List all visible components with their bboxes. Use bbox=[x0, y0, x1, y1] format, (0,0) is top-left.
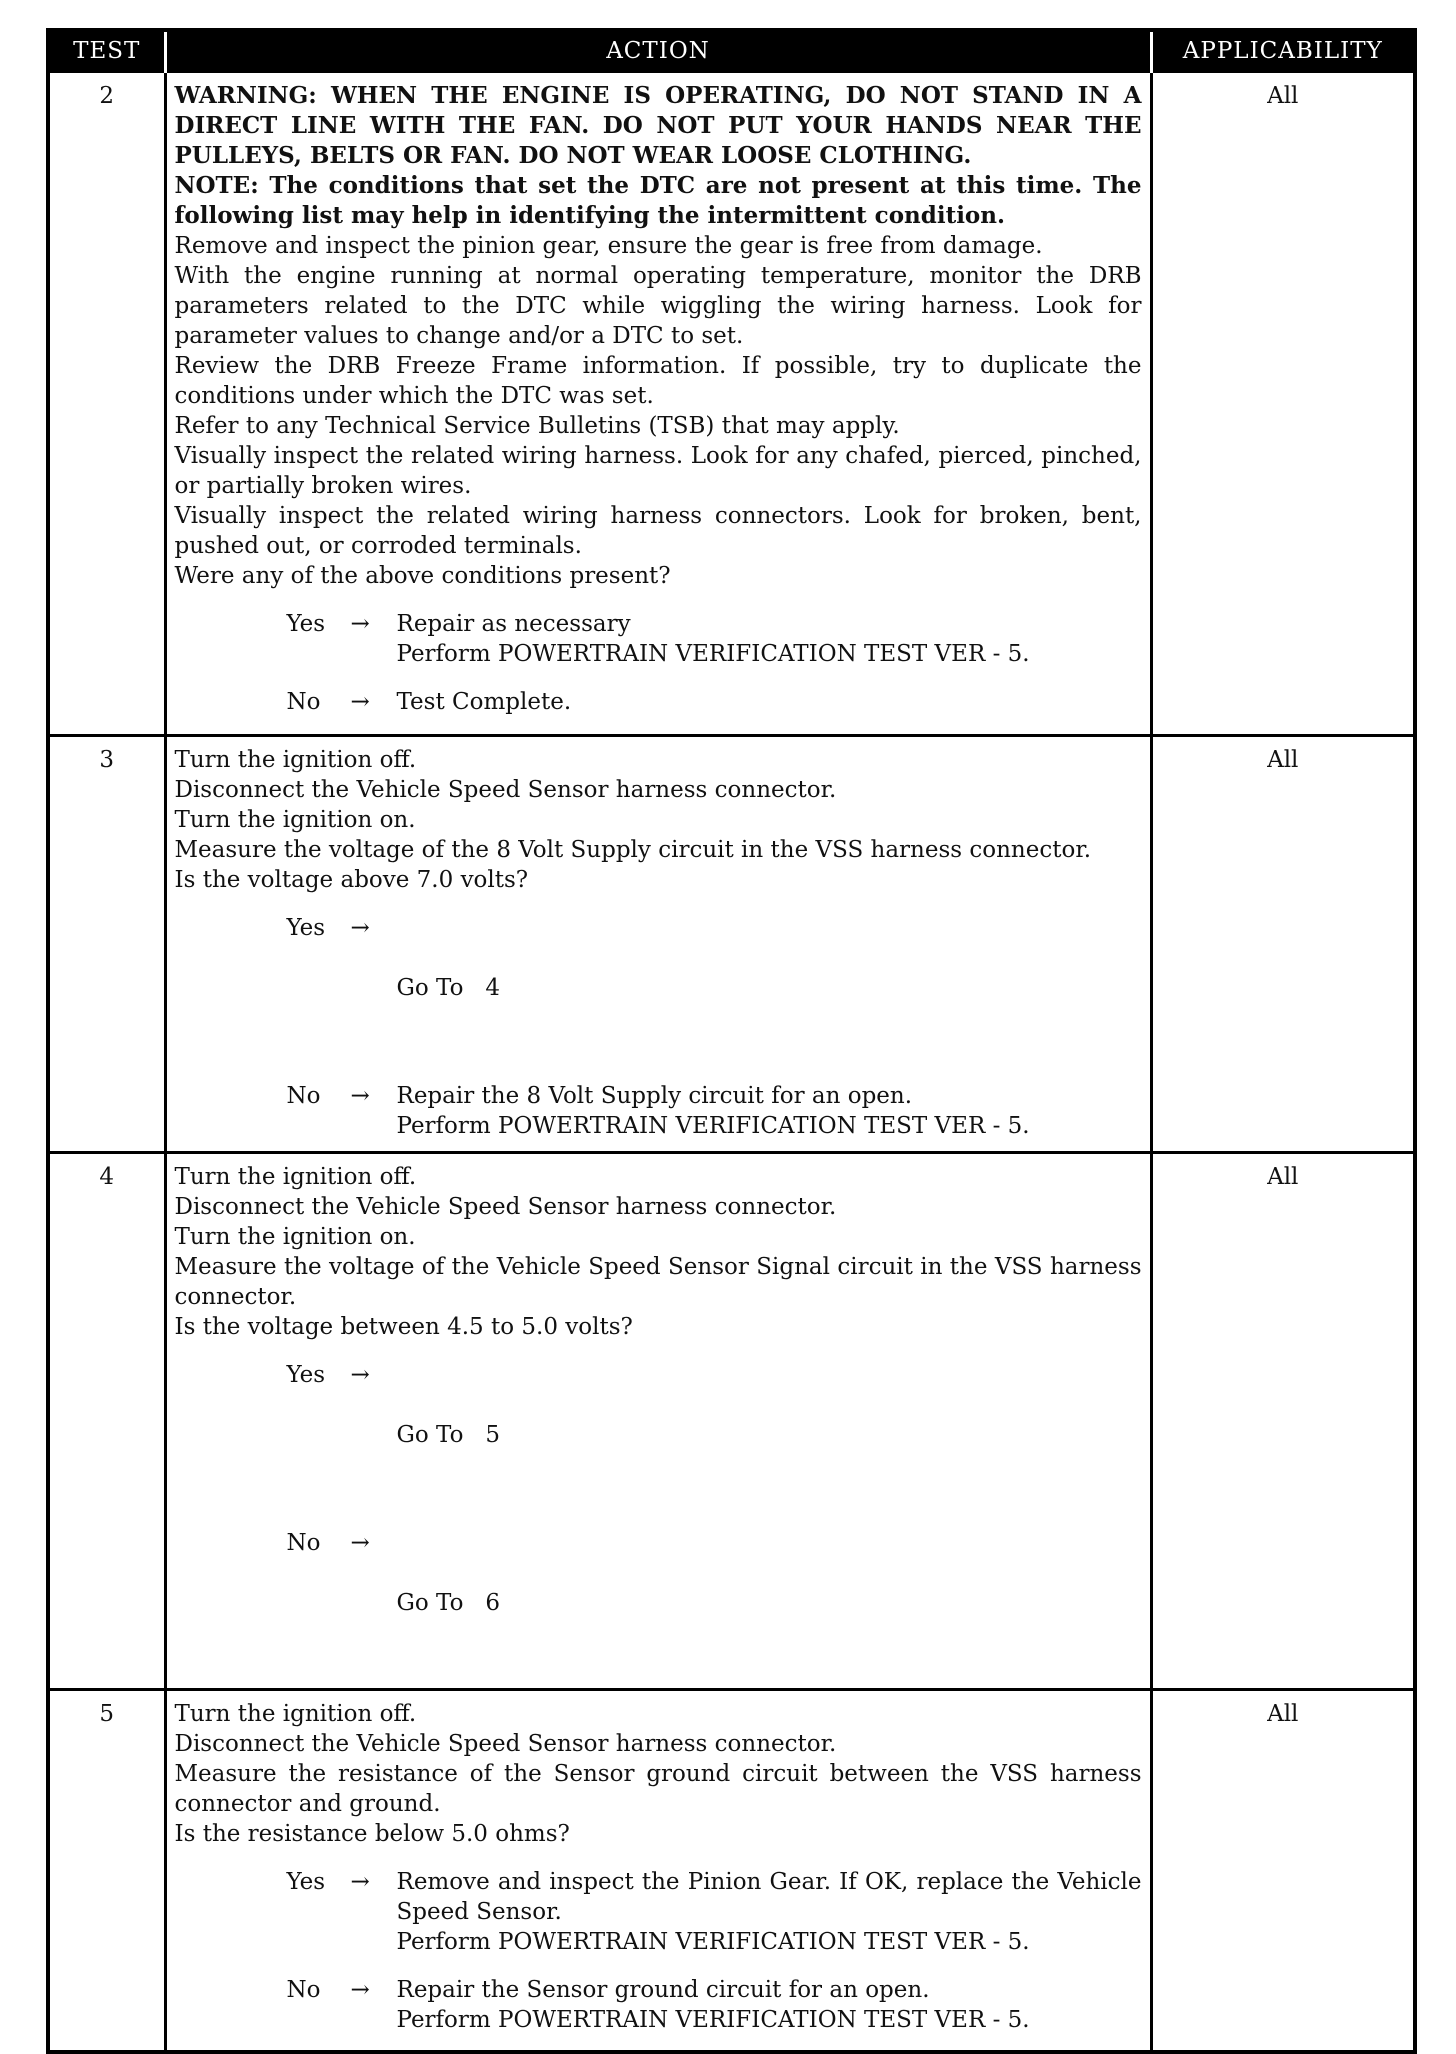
no-label: No bbox=[286, 1977, 321, 2003]
step-text: Turn the ignition on. bbox=[174, 1224, 416, 1250]
question-text: Is the voltage between 4.5 to 5.0 volts? bbox=[174, 1314, 633, 1340]
note-text: NOTE: The conditions that set the DTC are not present at this time. The following list may help in identifying the intermittent condition. bbox=[174, 172, 1142, 229]
arrow-right-icon: → bbox=[350, 1869, 370, 1895]
result-line: Go To 5 bbox=[396, 1422, 500, 1448]
yes-result bbox=[397, 913, 1142, 1063]
yes-option bbox=[175, 609, 1142, 669]
arrow-right-icon: → bbox=[350, 1977, 370, 2003]
test-number: 5 bbox=[48, 1690, 165, 2052]
action-cell bbox=[165, 736, 1151, 1153]
yes-label: Yes bbox=[286, 1362, 326, 1388]
no-result bbox=[397, 1975, 1142, 2035]
applicability-value: All bbox=[1151, 72, 1415, 736]
yes-label: Yes bbox=[286, 1869, 326, 1895]
applicability-value: All bbox=[1151, 1153, 1415, 1690]
action-cell bbox=[165, 72, 1151, 736]
result-line: Test Complete. bbox=[396, 689, 572, 715]
no-option bbox=[175, 687, 1142, 717]
answer-options bbox=[175, 913, 1142, 1141]
no-option bbox=[175, 1975, 1142, 2035]
arrow-right-icon: → bbox=[350, 915, 370, 941]
step-text: Disconnect the Vehicle Speed Sensor harness connector. bbox=[174, 1194, 837, 1220]
step-text: Remove and inspect the pinion gear, ensure the gear is free from damage. bbox=[174, 233, 1043, 259]
step-text: Measure the voltage of the 8 Volt Supply circuit in the VSS harness connector. bbox=[174, 837, 1092, 863]
step-text: Turn the ignition on. bbox=[174, 807, 416, 833]
yes-option bbox=[175, 1360, 1142, 1510]
arrow-right-icon: → bbox=[350, 689, 370, 715]
header-row bbox=[48, 30, 1415, 72]
arrow-right-icon: → bbox=[350, 1362, 370, 1388]
yes-result bbox=[397, 1360, 1142, 1510]
test-number: 3 bbox=[48, 736, 165, 1153]
arrow-right-icon: → bbox=[350, 611, 370, 637]
step-text: Measure the voltage of the Vehicle Speed Sensor Signal circuit in the VSS harness connector. bbox=[174, 1254, 1142, 1310]
no-label: No bbox=[286, 1083, 321, 1109]
result-line: Repair the Sensor ground circuit for an open. bbox=[396, 1977, 930, 2003]
header-test: TEST bbox=[48, 30, 165, 72]
applicability-value: All bbox=[1151, 736, 1415, 1153]
answer-options bbox=[175, 1867, 1142, 2035]
no-label: No bbox=[286, 1530, 321, 1556]
table-row-test-4 bbox=[48, 1153, 1415, 1690]
action-cell bbox=[165, 1153, 1151, 1690]
result-line: Remove and inspect the Pinion Gear. If OK, replace the Vehicle Speed Sensor. bbox=[396, 1869, 1142, 1925]
yes-result bbox=[397, 609, 1142, 669]
warning-text: WARNING: WHEN THE ENGINE IS OPERATING, DO NOT STAND IN A DIRECT LINE WITH THE FAN. DO NOT PUT YOUR HANDS NEAR THE PULLEYS, BELTS OR FAN. DO NOT WEAR LOOSE CLOTHING. bbox=[174, 82, 1142, 169]
test-number: 4 bbox=[48, 1153, 165, 1690]
test-number: 2 bbox=[48, 72, 165, 736]
step-text: Review the DRB Freeze Frame information. If possible, try to duplicate the conditions under which the DTC was set. bbox=[174, 353, 1142, 409]
step-text: Turn the ignition off. bbox=[174, 747, 417, 773]
no-option bbox=[175, 1081, 1142, 1141]
question-text: Were any of the above conditions present? bbox=[174, 563, 671, 589]
result-line: Go To 4 bbox=[396, 975, 500, 1001]
table-row-test-5 bbox=[48, 1690, 1415, 2052]
yes-label: Yes bbox=[286, 611, 326, 637]
step-text: Measure the resistance of the Sensor ground circuit between the VSS harness connector and ground. bbox=[174, 1761, 1142, 1817]
no-result bbox=[397, 687, 1142, 717]
result-line: Repair the 8 Volt Supply circuit for an open. bbox=[396, 1083, 913, 1109]
table-row-test-3 bbox=[48, 736, 1415, 1153]
no-result bbox=[397, 1528, 1142, 1678]
arrow-right-icon: → bbox=[350, 1083, 370, 1109]
step-text: Visually inspect the related wiring harness. Look for any chafed, pierced, pinched, or partially broken wires. bbox=[174, 443, 1142, 499]
question-text: Is the resistance below 5.0 ohms? bbox=[174, 1821, 570, 1847]
action-cell bbox=[165, 1690, 1151, 2052]
yes-label: Yes bbox=[286, 915, 326, 941]
result-line: Perform POWERTRAIN VERIFICATION TEST VER - 5. bbox=[396, 1929, 1030, 1955]
header-action: ACTION bbox=[165, 30, 1151, 72]
result-line: Go To 6 bbox=[396, 1590, 500, 1616]
step-text: Refer to any Technical Service Bulletins (TSB) that may apply. bbox=[174, 413, 900, 439]
diagnostic-test-table bbox=[46, 28, 1417, 2054]
result-line: Repair as necessary bbox=[396, 611, 631, 637]
step-text: Turn the ignition off. bbox=[174, 1164, 417, 1190]
no-label: No bbox=[286, 689, 321, 715]
arrow-right-icon: → bbox=[350, 1530, 370, 1556]
yes-option bbox=[175, 1867, 1142, 1957]
step-text: Disconnect the Vehicle Speed Sensor harness connector. bbox=[174, 777, 837, 803]
applicability-value: All bbox=[1151, 1690, 1415, 2052]
yes-option bbox=[175, 913, 1142, 1063]
step-text: Disconnect the Vehicle Speed Sensor harness connector. bbox=[174, 1731, 837, 1757]
header-applicability: APPLICABILITY bbox=[1151, 30, 1415, 72]
step-text: Visually inspect the related wiring harness connectors. Look for broken, bent, pushed out, or corroded terminals. bbox=[174, 503, 1142, 559]
no-option bbox=[175, 1528, 1142, 1678]
result-line: Perform POWERTRAIN VERIFICATION TEST VER - 5. bbox=[396, 2007, 1030, 2033]
no-result bbox=[397, 1081, 1142, 1141]
yes-result bbox=[397, 1867, 1142, 1957]
step-text: With the engine running at normal operating temperature, monitor the DRB parameters related to the DTC while wiggling the wiring harness. Look for parameter values to change and/or a DTC to set. bbox=[174, 263, 1142, 349]
question-text: Is the voltage above 7.0 volts? bbox=[174, 867, 529, 893]
result-line: Perform POWERTRAIN VERIFICATION TEST VER - 5. bbox=[396, 641, 1030, 667]
answer-options bbox=[175, 609, 1142, 717]
result-line: Perform POWERTRAIN VERIFICATION TEST VER - 5. bbox=[396, 1113, 1030, 1139]
answer-options bbox=[175, 1360, 1142, 1678]
table-row-test-2 bbox=[48, 72, 1415, 736]
step-text: Turn the ignition off. bbox=[174, 1701, 417, 1727]
